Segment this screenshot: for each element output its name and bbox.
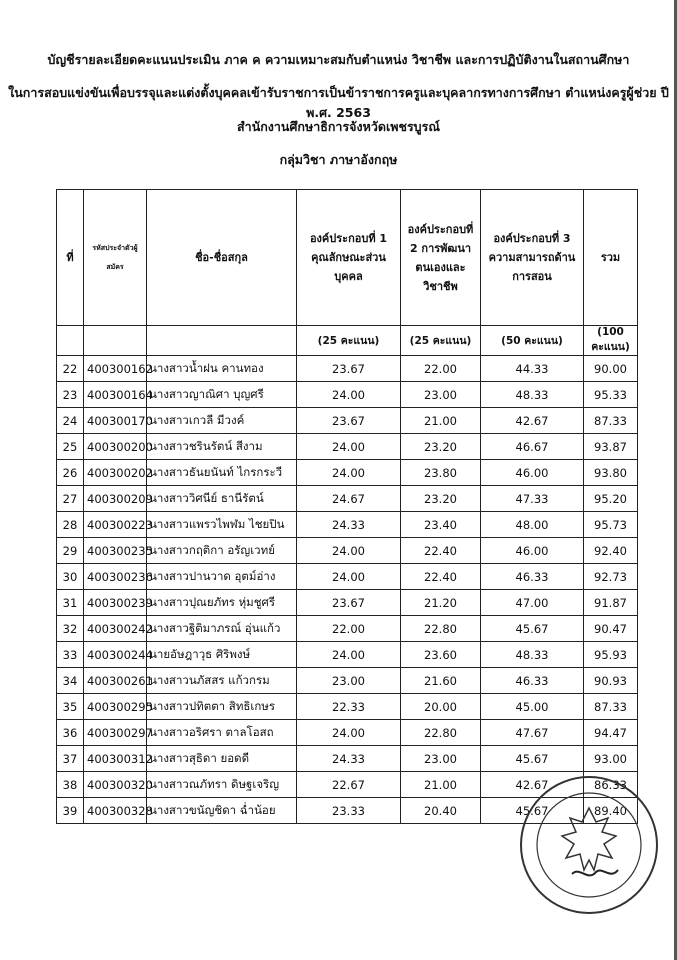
row-number: 31 [57, 590, 84, 616]
row-number: 26 [57, 460, 84, 486]
score-component-2: 23.20 [401, 486, 481, 512]
score-component-3: 47.67 [481, 720, 584, 746]
score-component-1: 23.67 [297, 590, 401, 616]
score-total: 94.47 [584, 720, 638, 746]
applicant-name: นางสาวกฤติกา อรัญเวทย์ [147, 538, 297, 564]
row-number: 38 [57, 772, 84, 798]
applicant-id: 400300223 [84, 512, 147, 538]
score-component-2: 23.00 [401, 382, 481, 408]
score-component-1: 23.67 [297, 408, 401, 434]
table-row [57, 512, 638, 538]
applicant-id: 400300312 [84, 746, 147, 772]
applicant-id: 400300209 [84, 486, 147, 512]
header-name: ชื่อ-ชื่อสกุล [147, 190, 297, 326]
applicant-name: นางสาวฐิติมาภรณ์ อุ่นแก้ว [147, 616, 297, 642]
score-component-2: 21.00 [401, 772, 481, 798]
table-row [57, 434, 638, 460]
score-total: 95.20 [584, 486, 638, 512]
applicant-id: 400300239 [84, 590, 147, 616]
score-component-3: 44.33 [481, 356, 584, 382]
score-component-3: 45.00 [481, 694, 584, 720]
applicant-name: นายอัษฎาวุธ ศิริพงษ์ [147, 642, 297, 668]
score-total: 86.33 [584, 772, 638, 798]
score-total: 90.93 [584, 668, 638, 694]
score-total: 87.33 [584, 408, 638, 434]
row-number: 25 [57, 434, 84, 460]
score-component-2: 21.60 [401, 668, 481, 694]
score-total: 93.80 [584, 460, 638, 486]
score-component-1: 24.33 [297, 746, 401, 772]
score-component-3: 48.33 [481, 382, 584, 408]
score-total: 91.87 [584, 590, 638, 616]
table-row [57, 356, 638, 382]
subject-group: กลุ่มวิชา ภาษาอังกฤษ [279, 152, 398, 167]
table-row [57, 616, 638, 642]
score-total: 90.00 [584, 356, 638, 382]
score-component-3: 42.67 [481, 772, 584, 798]
score-total: 93.00 [584, 746, 638, 772]
header-component-3: องค์ประกอบที่ 3 ความสามารถด้านการสอน [481, 190, 584, 326]
score-component-2: 22.40 [401, 538, 481, 564]
score-component-3: 46.00 [481, 538, 584, 564]
unit-component-2: (25 คะแนน) [401, 326, 481, 356]
row-number: 39 [57, 798, 84, 824]
table-row [57, 486, 638, 512]
score-component-1: 24.00 [297, 382, 401, 408]
header-component-1: องค์ประกอบที่ 1 คุณลักษณะส่วนบุคคล [297, 190, 401, 326]
row-number: 22 [57, 356, 84, 382]
table-row [57, 564, 638, 590]
score-component-2: 23.60 [401, 642, 481, 668]
score-component-1: 24.33 [297, 512, 401, 538]
row-number: 30 [57, 564, 84, 590]
applicant-name: นางสาวปทิตตา สิทธิเกษร [147, 694, 297, 720]
score-component-3: 47.33 [481, 486, 584, 512]
score-component-1: 22.33 [297, 694, 401, 720]
applicant-name: นางสาวอริศรา ตาลโอสถ [147, 720, 297, 746]
row-number: 35 [57, 694, 84, 720]
row-number: 23 [57, 382, 84, 408]
score-total: 93.87 [584, 434, 638, 460]
applicant-id: 400300235 [84, 538, 147, 564]
applicant-name: นางสาวณภัทรา ดิษฐเจริญ [147, 772, 297, 798]
unit-blank [57, 326, 84, 356]
score-component-3: 46.67 [481, 434, 584, 460]
table-row [57, 382, 638, 408]
score-component-1: 24.00 [297, 564, 401, 590]
score-component-3: 48.33 [481, 642, 584, 668]
applicant-id: 400300261 [84, 668, 147, 694]
row-number: 34 [57, 668, 84, 694]
score-component-2: 20.40 [401, 798, 481, 824]
score-component-3: 46.00 [481, 460, 584, 486]
applicant-id: 400300164 [84, 382, 147, 408]
applicant-name: นางสาวนภัสสร แก้วกรม [147, 668, 297, 694]
score-component-3: 47.00 [481, 590, 584, 616]
header-component-2: องค์ประกอบที่ 2 การพัฒนาตนเองและวิชาชีพ [401, 190, 481, 326]
row-number: 37 [57, 746, 84, 772]
table-row [57, 668, 638, 694]
header-total: รวม [584, 190, 638, 326]
office-name: สำนักงานศึกษาธิการจังหวัดเพชรบูรณ์ [237, 119, 440, 134]
applicant-name: นางสาวญาณิศา บุญศรี [147, 382, 297, 408]
row-number: 32 [57, 616, 84, 642]
table-row [57, 408, 638, 434]
official-seal-stamp [514, 770, 664, 920]
header-no: ที่ [57, 190, 84, 326]
score-component-1: 23.00 [297, 668, 401, 694]
applicant-id: 400300320 [84, 772, 147, 798]
applicant-name: นางสาววิศนีย์ ธานีรัตน์ [147, 486, 297, 512]
row-number: 33 [57, 642, 84, 668]
unit-blank [147, 326, 297, 356]
score-total: 92.73 [584, 564, 638, 590]
score-component-2: 23.20 [401, 434, 481, 460]
applicant-id: 400300297 [84, 720, 147, 746]
row-number: 29 [57, 538, 84, 564]
header-applicant-id: รหัสประจำตัวผู้สมัคร [84, 190, 147, 326]
score-component-1: 23.67 [297, 356, 401, 382]
applicant-name: นางสาวชรินรัตน์ สีงาม [147, 434, 297, 460]
row-number: 27 [57, 486, 84, 512]
applicant-id: 400300162 [84, 356, 147, 382]
score-component-3: 45.67 [481, 798, 584, 824]
score-component-2: 23.80 [401, 460, 481, 486]
score-total: 90.47 [584, 616, 638, 642]
score-component-1: 24.00 [297, 642, 401, 668]
applicant-name: นางสาวแพรวไพฬม ไชยปิน [147, 512, 297, 538]
score-total: 95.73 [584, 512, 638, 538]
score-component-3: 46.33 [481, 564, 584, 590]
score-component-2: 23.00 [401, 746, 481, 772]
applicant-id: 400300170 [84, 408, 147, 434]
score-component-2: 22.80 [401, 720, 481, 746]
score-component-1: 24.00 [297, 434, 401, 460]
applicant-id: 400300236 [84, 564, 147, 590]
applicant-name: นางสาวเกวลี มีวงค์ [147, 408, 297, 434]
applicant-name: นางสาวปุณยภัทร หุ่มชูศรี [147, 590, 297, 616]
score-total: 92.40 [584, 538, 638, 564]
score-component-1: 22.00 [297, 616, 401, 642]
score-component-2: 21.20 [401, 590, 481, 616]
applicant-id: 400300328 [84, 798, 147, 824]
applicant-id: 400300244 [84, 642, 147, 668]
unit-component-1: (25 คะแนน) [297, 326, 401, 356]
table-row [57, 694, 638, 720]
score-component-2: 22.40 [401, 564, 481, 590]
applicant-id: 400300202 [84, 460, 147, 486]
score-component-3: 46.33 [481, 668, 584, 694]
score-component-1: 24.67 [297, 486, 401, 512]
applicant-name: นางสาวธันยนันท์ ไกรกระวี [147, 460, 297, 486]
score-component-3: 45.67 [481, 616, 584, 642]
score-total: 95.33 [584, 382, 638, 408]
score-component-2: 23.40 [401, 512, 481, 538]
table-row [57, 720, 638, 746]
score-total: 89.40 [584, 798, 638, 824]
applicant-name: นางสาวขนัญชิดา ฉ่ำน้อย [147, 798, 297, 824]
score-component-2: 22.00 [401, 356, 481, 382]
unit-component-3: (50 คะแนน) [481, 326, 584, 356]
row-number: 36 [57, 720, 84, 746]
table-row [57, 590, 638, 616]
document-subtitle: ในการสอบแข่งขันเพื่อบรรจุและแต่งตั้งบุคคลเข้ารับราชการเป็นข้าราชการครูและบุคลากรทางการศึกษา ตำแหน่งครูผู้ช่วย ปี พ.ศ. 2563 [8, 85, 669, 120]
row-number: 28 [57, 512, 84, 538]
score-table [56, 189, 638, 824]
score-component-1: 24.00 [297, 720, 401, 746]
applicant-id: 400300295 [84, 694, 147, 720]
score-component-3: 48.00 [481, 512, 584, 538]
score-component-1: 24.00 [297, 538, 401, 564]
score-component-2: 21.00 [401, 408, 481, 434]
applicant-id: 400300242 [84, 616, 147, 642]
score-component-1: 24.00 [297, 460, 401, 486]
score-component-3: 42.67 [481, 408, 584, 434]
applicant-name: นางสาวน้ำฝน คานทอง [147, 356, 297, 382]
score-component-1: 22.67 [297, 772, 401, 798]
table-row [57, 642, 638, 668]
score-total: 87.33 [584, 694, 638, 720]
document-title: บัญชีรายละเอียดคะแนนประเมิน ภาค ค ความเหมาะสมกับตำแหน่ง วิชาชีพ และการปฏิบัติงานในสถานศึกษา [47, 52, 630, 67]
score-component-3: 45.67 [481, 746, 584, 772]
table-row [57, 746, 638, 772]
applicant-name: นางสาวสุธิดา ยอดดี [147, 746, 297, 772]
score-component-1: 23.33 [297, 798, 401, 824]
score-total: 95.93 [584, 642, 638, 668]
applicant-name: นางสาวปานวาด อุตม์อ่าง [147, 564, 297, 590]
applicant-id: 400300200 [84, 434, 147, 460]
score-component-2: 22.80 [401, 616, 481, 642]
table-row [57, 460, 638, 486]
unit-total: (100 คะแนน) [584, 326, 638, 356]
unit-blank [84, 326, 147, 356]
table-row [57, 538, 638, 564]
score-component-2: 20.00 [401, 694, 481, 720]
row-number: 24 [57, 408, 84, 434]
